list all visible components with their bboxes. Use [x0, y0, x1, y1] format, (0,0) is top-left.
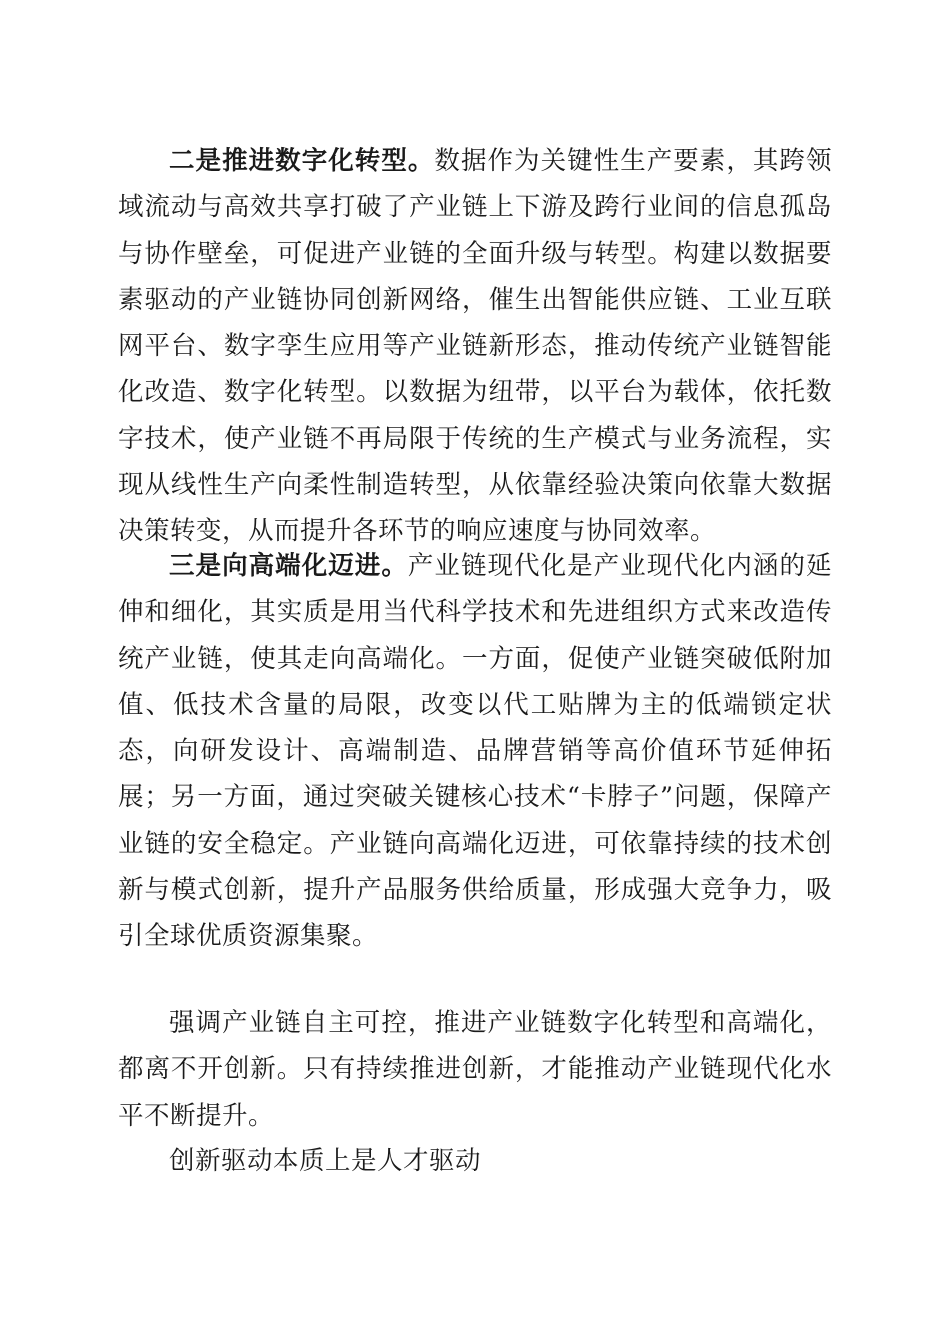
paragraph-body: 产业链现代化是产业现代化内涵的延伸和细化，其实质是用当代科学技术和先进组织方式来改造传统产业链，使其走向高端化。一方面，促使产业链突破低附加值、低技术含量的局限，改变以代工贴牌为主的低端锁定状态，向研发设计、高端制造、品牌营销等高价值环节延伸拓展；另一方面，通过突破关键核心技术“卡脖子”问题，保障产业链的安全稳定。产业链向高端化迈进，可依靠持续的技术创新与模式创新，提升产品服务供给质量，形成强大竞争力，吸引全球优质资源集聚。	[118, 551, 832, 952]
paragraph-lead-heading: 二是推进数字化转型。	[169, 146, 435, 176]
paragraph-body: 创新驱动本质上是人才驱动	[169, 1146, 482, 1176]
paragraph-text	[118, 138, 832, 555]
paragraph-body: 数据作为关键性生产要素，其跨领域流动与高效共享打破了产业链上下游及跨行业间的信息孤岛与协作壁垒，可促进产业链的全面升级与转型。构建以数据要素驱动的产业链协同创新网络，催生出智能供应链、工业互联网平台、数字孪生应用等产业链新形态，推动传统产业链智能化改造、数字化转型。以数据为纽带，以平台为载体，依托数字技术，使产业链不再局限于传统的生产模式与业务流程，实现从线性生产向柔性制造转型，从依靠经验决策向依靠大数据决策转变，从而提升各环节的响应速度与协同效率。	[118, 146, 832, 547]
paragraph-lead-heading: 三是向高端化迈进。	[169, 551, 408, 581]
paragraph-text	[118, 543, 832, 960]
paragraph-digital-transformation	[118, 138, 832, 555]
paragraph-body: 强调产业链自主可控，推进产业链数字化转型和高端化，都离不开创新。只有持续推进创新，才能推动产业链现代化水平不断提升。	[118, 1008, 832, 1131]
paragraph-text	[118, 1000, 832, 1139]
paragraph-innovation-summary	[118, 1000, 832, 1139]
paragraph-text	[118, 1138, 832, 1184]
paragraph-high-end	[118, 543, 832, 960]
paragraph-talent-heading	[118, 1138, 832, 1184]
